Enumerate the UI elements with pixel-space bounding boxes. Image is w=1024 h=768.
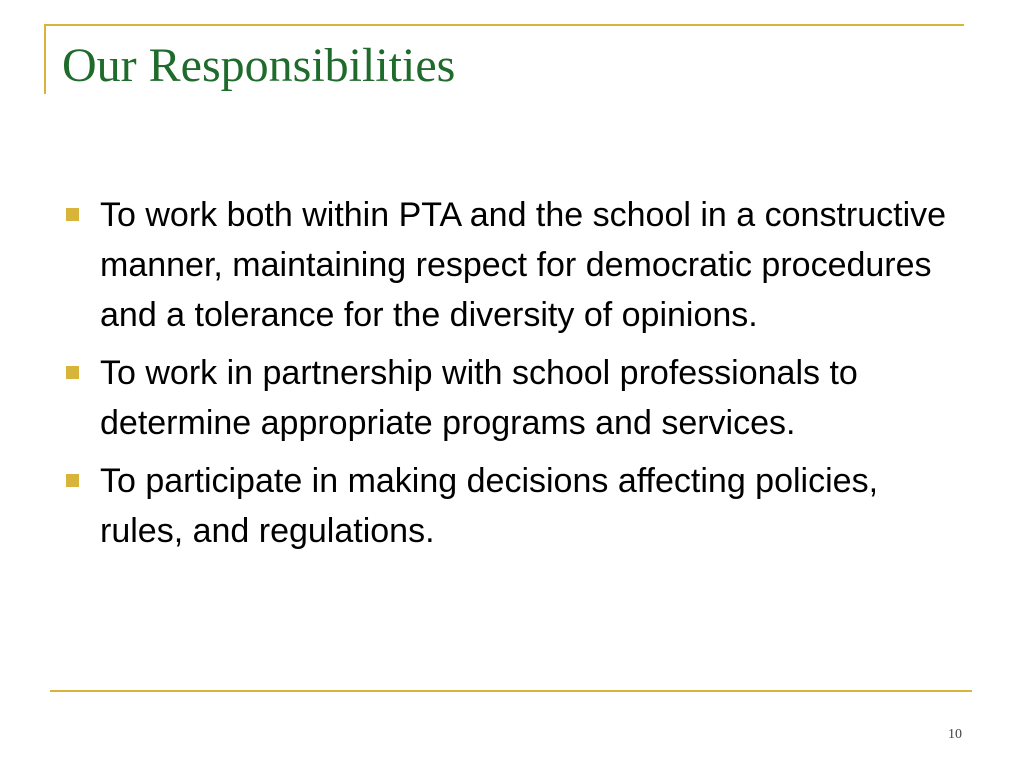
bullet-text: To participate in making decisions affecting policies, rules, and regulations. <box>100 462 879 550</box>
page-number: 10 <box>948 727 962 742</box>
top-accent-line <box>44 24 964 26</box>
square-bullet-icon <box>66 474 79 487</box>
square-bullet-icon <box>66 366 79 379</box>
bullet-text: To work both within PTA and the school in a constructive manner, maintaining respect for democratic procedures and a tolerance for the diversity of opinions. <box>100 196 947 334</box>
bullet-item <box>62 456 962 556</box>
slide-title: Our Responsibilities <box>62 39 456 92</box>
bottom-divider <box>50 690 972 692</box>
square-bullet-icon <box>66 208 79 221</box>
bullet-item <box>62 348 962 448</box>
bullet-list <box>62 190 962 564</box>
left-accent-line <box>44 24 46 94</box>
bullet-text: To work in partnership with school professionals to determine appropriate programs and services. <box>100 354 858 442</box>
bullet-item <box>62 190 962 340</box>
